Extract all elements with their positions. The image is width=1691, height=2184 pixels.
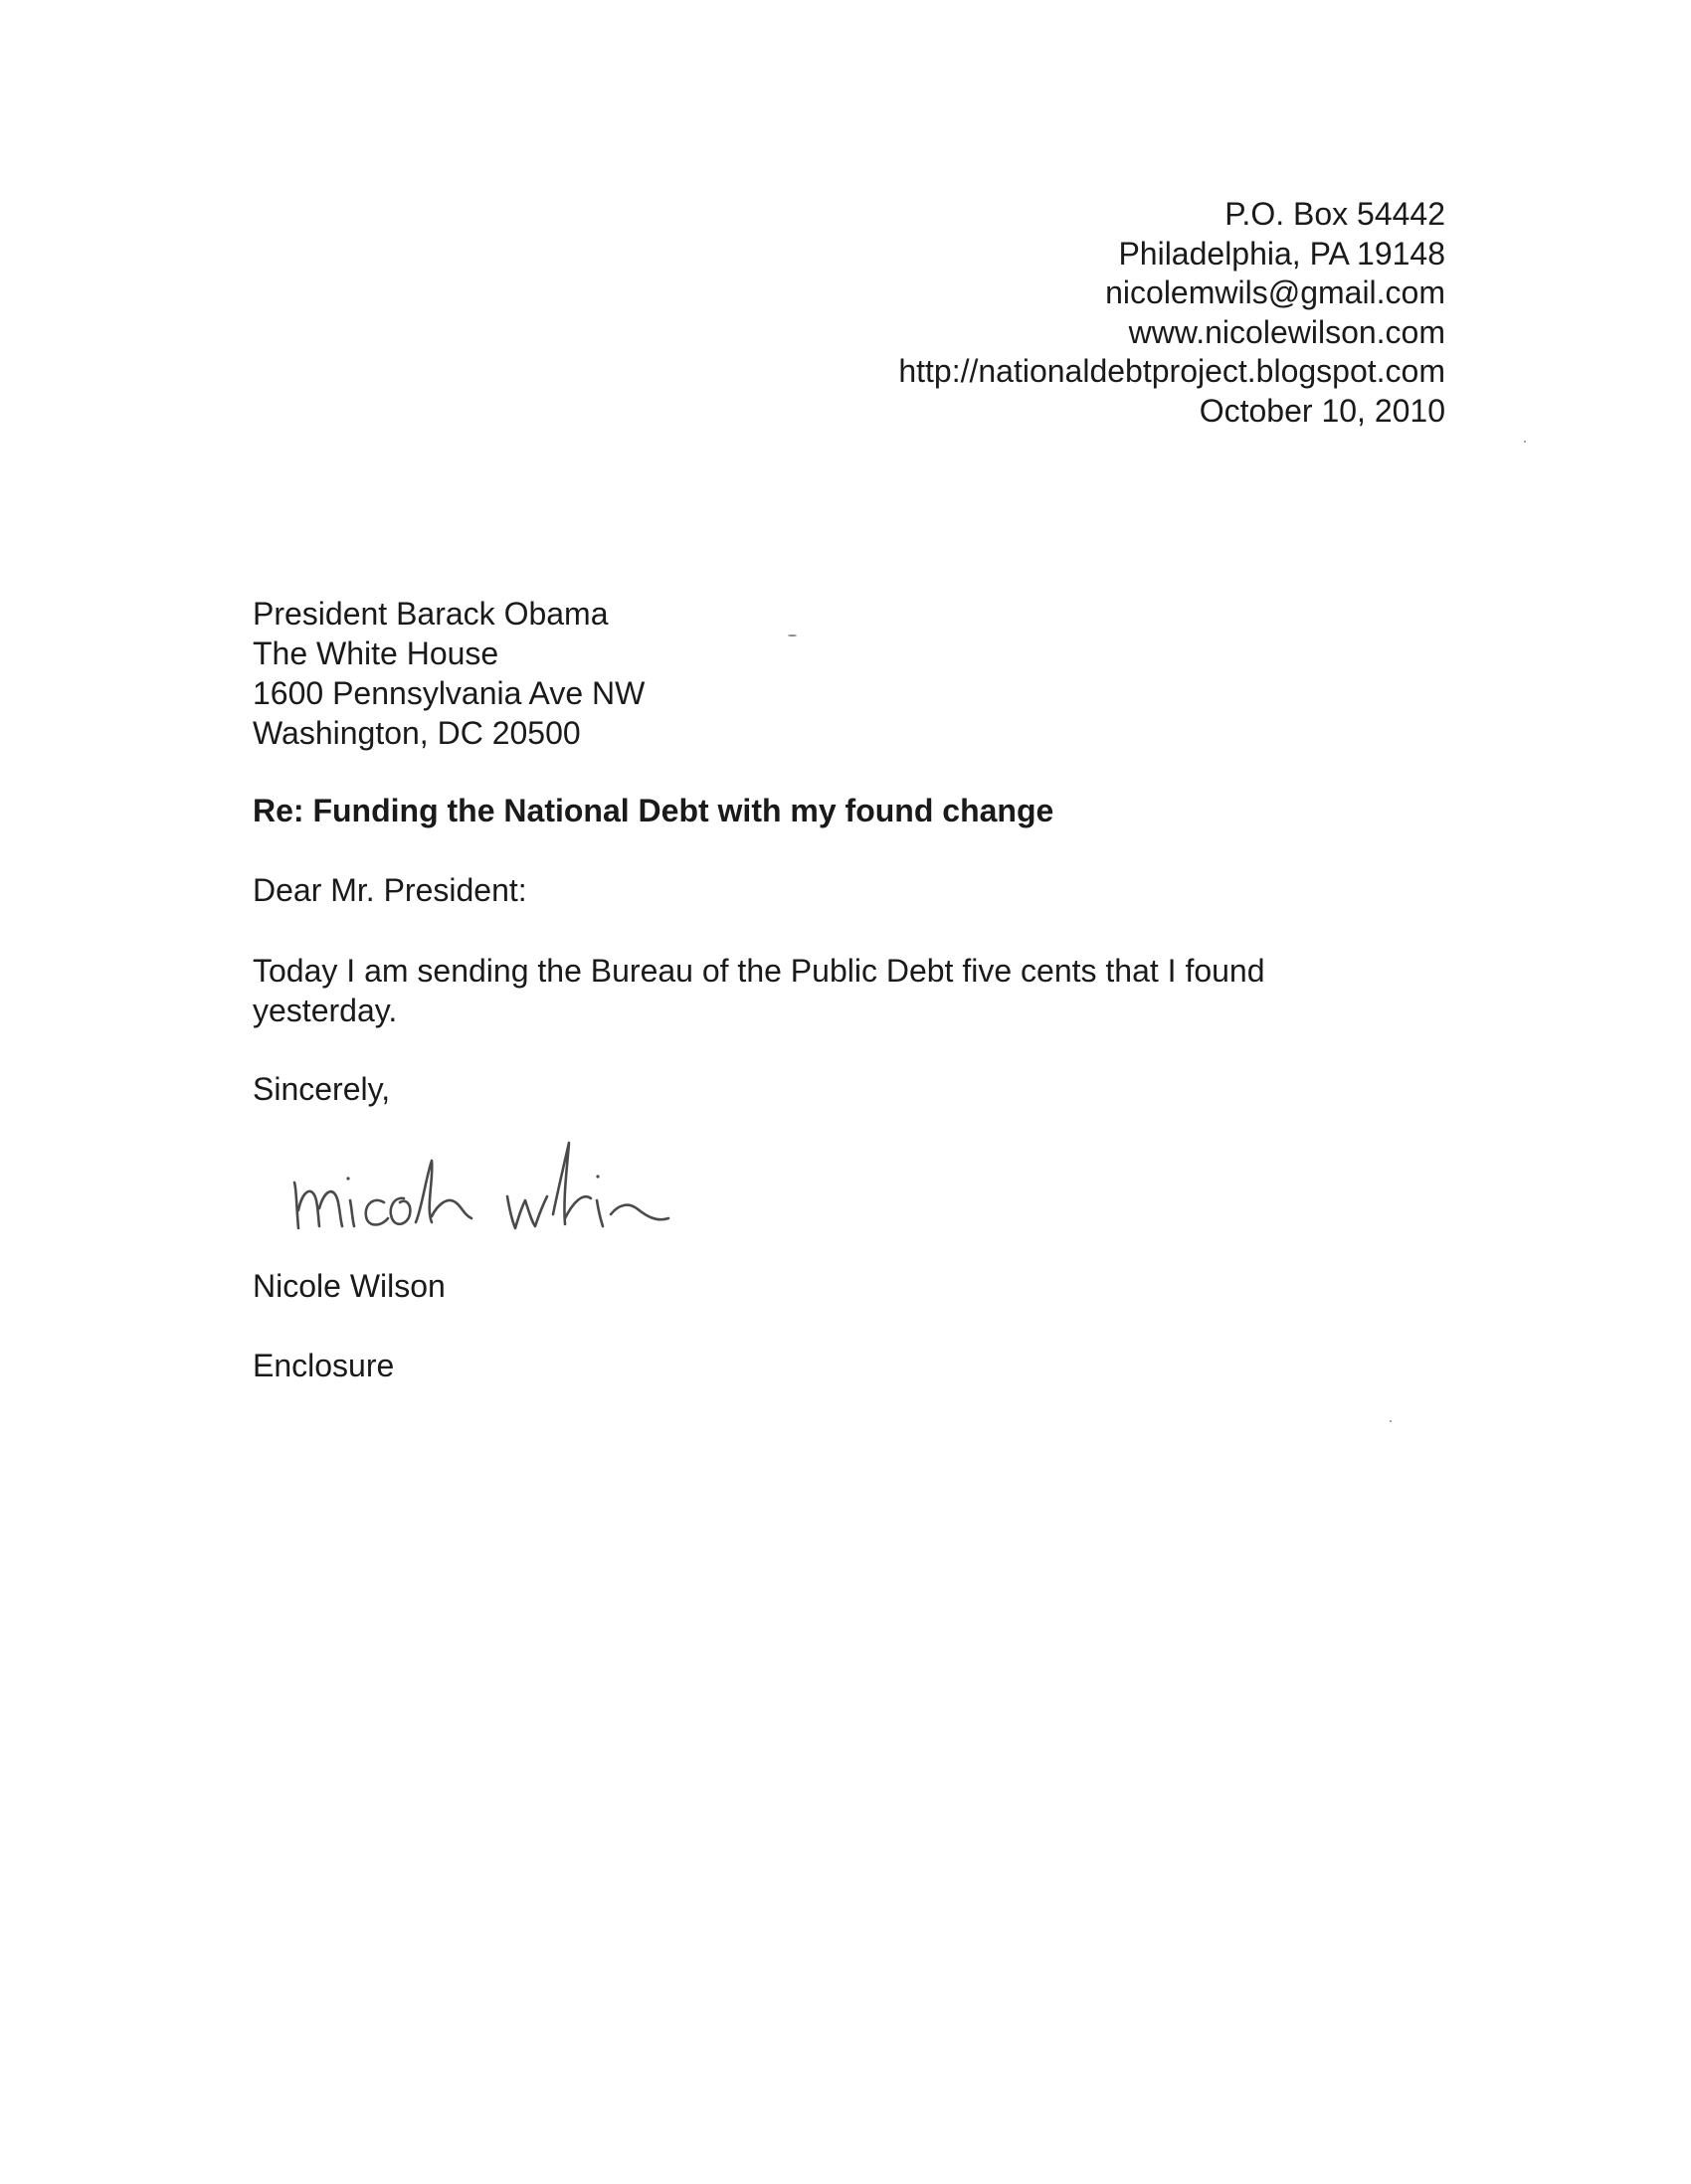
body-line-2: yesterday.	[253, 993, 398, 1028]
closing: Sincerely,	[253, 1071, 391, 1107]
scan-speck	[1524, 441, 1526, 443]
letter-date: October 10, 2010	[1199, 392, 1445, 429]
recipient-organization: The White House	[253, 636, 499, 671]
recipient-street: 1600 Pennsylvania Ave NW	[253, 675, 646, 711]
recipient-city-state-zip: Washington, DC 20500	[253, 715, 581, 751]
sender-city-state-zip: Philadelphia, PA 19148	[1118, 235, 1445, 272]
sender-address-block	[898, 195, 1445, 431]
sender-blog-url: http://nationaldebtproject.blogspot.com	[898, 353, 1445, 389]
sender-email: nicolemwils@gmail.com	[1105, 274, 1445, 310]
scan-speck	[788, 635, 797, 637]
sender-po-box: P.O. Box 54442	[1224, 196, 1445, 232]
scan-speck	[1390, 1420, 1392, 1422]
letter-body	[253, 951, 1347, 1030]
recipient-name: President Barack Obama	[253, 596, 609, 632]
recipient-address-block	[253, 594, 645, 753]
salutation: Dear Mr. President:	[253, 872, 527, 908]
handwritten-signature	[286, 1119, 804, 1248]
sender-website: www.nicolewilson.com	[1128, 313, 1445, 350]
body-line-1: Today I am sending the Bureau of the Public Debt five cents that I found	[253, 953, 1265, 989]
subject-line: Re: Funding the National Debt with my found change	[253, 793, 1054, 828]
enclosure-notation: Enclosure	[253, 1348, 395, 1383]
signer-name: Nicole Wilson	[253, 1268, 446, 1304]
